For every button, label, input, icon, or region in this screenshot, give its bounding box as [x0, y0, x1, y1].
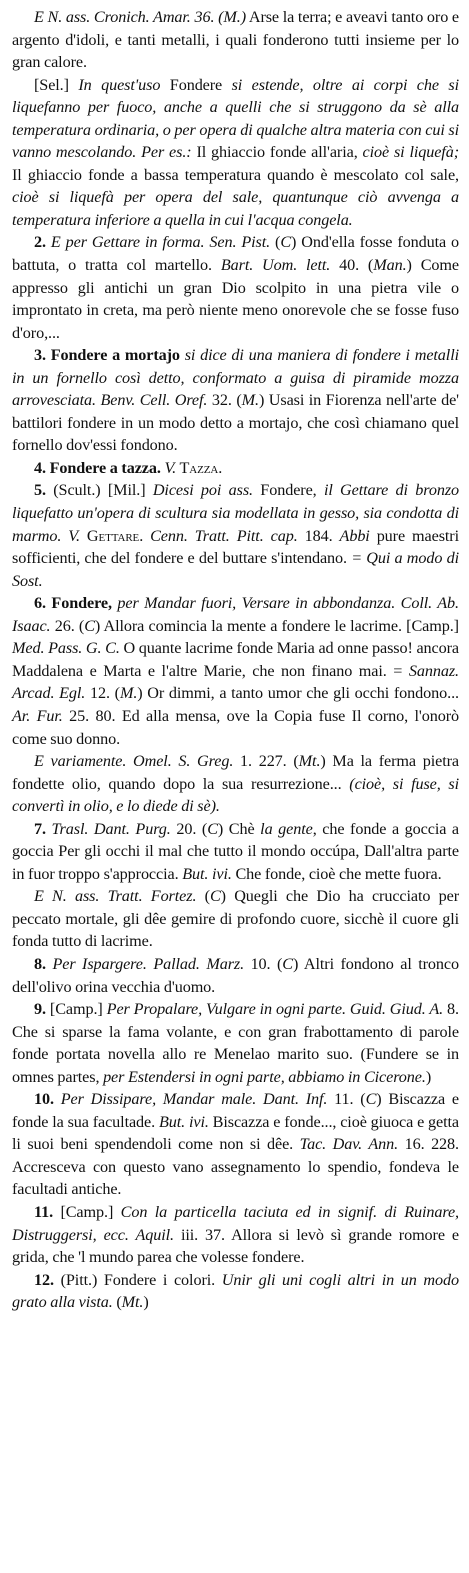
text-run: 4. Fondere a tazza. [34, 458, 165, 477]
text-run: ) [143, 1293, 149, 1312]
text-run: O quante lacrime fonde Maria ad onne passo! ancora Maddalena e Marta e l'altre Marie, che non finano mai. = [12, 639, 459, 680]
text-run: 12. ( [85, 684, 120, 703]
text-run: Fondere [160, 75, 232, 94]
text-run: Ar. Fur. [12, 706, 63, 725]
entry-paragraph [12, 1269, 459, 1314]
entry-paragraph [12, 998, 459, 1088]
text-run: Mt. [298, 752, 321, 771]
text-run: 8. Che si sparse la fama volante, e con gran frabottamento di parole fonde portata novella allo re Menelao marito suo. (Fundere se in omnes partes, [12, 1000, 459, 1086]
text-run: Il ghiaccio fonde a bassa temperatura quando è mescolato col sale, [12, 165, 459, 184]
text-run: [Sel.] [34, 75, 79, 94]
text-run: (Scult.) [Mil.] [53, 481, 153, 500]
text-run: ) Or dimmi, a tanto umor che gli occhi fondono... [137, 684, 459, 703]
text-run: 11. ( [327, 1090, 366, 1109]
entry-paragraph [12, 1088, 459, 1201]
text-run: Unir gli uni cogli altri in un modo grato alla vista. [12, 1270, 459, 1312]
text-run: 10. [34, 1090, 61, 1109]
text-run: per Estendersi in ogni parte, abbiamo in Cicerone. [103, 1067, 426, 1086]
text-run: [Camp.] [60, 1202, 121, 1221]
text-run: C [365, 1090, 377, 1109]
text-run: 12. [34, 1270, 61, 1289]
text-run: E variamente. Omel. S. Greg. [34, 752, 234, 771]
text-run: 9. [34, 1000, 50, 1019]
text-run: il Gettare di bronzo liquefatto un'opera di scultura sia modellata in gesso, sia condotta di marmo. V. [12, 481, 460, 545]
text-run: C [282, 954, 293, 973]
text-run: ( [112, 1293, 122, 1312]
text-run: per Mandar fuori, Versare in abbondanza. Coll. Ab. Isaac. [12, 594, 459, 635]
text-run: = Qui a modo di Sost. [12, 549, 459, 590]
text-run: Man. [373, 256, 407, 275]
text-run: 1. 227. ( [233, 752, 299, 771]
text-run: Biscazza e fonde..., cioè giuoca e getta li suoi beni spendendoli come non si dêe. [12, 1112, 459, 1154]
text-run: (Pitt.) Fondere i colori. [60, 1270, 222, 1289]
text-run: la gente [260, 819, 313, 838]
text-run: Per Ispargere. Pallad. Marz. [52, 954, 245, 973]
text-run: ) Quegli che Dio ha crucciato per peccato mortale, gli dêe gemire di profondo cuore, sicchè il cuore gli fonda tutto di lacrime. [12, 887, 459, 951]
text-run: Mt. [121, 1293, 144, 1312]
entry-paragraph [12, 74, 459, 232]
text-run: ) Altri fondono al tronco dell'olivo orina vecchia d'uomo. [12, 954, 459, 996]
entry-paragraph [12, 953, 459, 998]
text-run: ) Ond'ella fosse fonduta o battuta, o tratta col martello. [12, 233, 460, 275]
text-run: In quest'uso [78, 75, 161, 94]
entry-paragraph [12, 1201, 459, 1269]
text-run: ( [196, 887, 210, 906]
text-run: ) Come appresso gli antichi un gran Dio scolpito in una pietra vile o improntato in creta, ma però niente meno onorevole che se fosse fuso d'oro,... [12, 256, 459, 342]
text-run: si estende, oltre ai corpi che si liquefanno per fuoco, anche a quelli che si struggono da sè alla temperatura ordinaria, o per opera di qualche altra materia con cui si vanno mescolando. Per es.: [12, 75, 460, 162]
text-run: (cioè, si fuse, si convertì in olio, e lo diede di sè). [12, 774, 459, 816]
text-run: V. [164, 458, 177, 477]
entry-paragraph [12, 479, 459, 592]
text-run: 32. ( [207, 391, 242, 410]
entry-paragraph [12, 457, 459, 480]
text-run: Trasl. Dant. Purg. [51, 819, 171, 838]
text-run: Arse la terra; e aveavi tanto oro e argento d'idoli, e tanti metalli, i quali fonderono tutti insieme per lo gran calore. [12, 8, 459, 72]
text-run: Gettare [79, 526, 140, 545]
text-run: Il ghiaccio fonde all'aria, [191, 143, 363, 162]
text-run: . [139, 526, 151, 545]
entry-paragraph [12, 6, 459, 74]
text-run: 5. [34, 481, 54, 500]
text-run: [Camp.] [49, 1000, 107, 1019]
entry-paragraph [12, 818, 459, 886]
text-run: But. ivi. [158, 1112, 209, 1131]
text-run: Med. Pass. G. C. [12, 639, 120, 658]
text-run: pure maestri sofficienti, che del fondere e del buttare s'intendano. [12, 526, 459, 568]
text-run: M. [119, 684, 138, 703]
text-run: iii. 37. Allora si levò sì grande romore e grida, che 'l mundo parea che volesse fondere. [12, 1225, 459, 1267]
text-run: ) Biscazza e fonde la sua facultade. [12, 1090, 459, 1131]
text-run: Tazza. [176, 458, 223, 477]
text-run: ( [270, 233, 281, 252]
text-run: Con la particella taciuta ed in signif. di Ruinare, Distruggersi, ecc. Aquil. [12, 1202, 459, 1244]
text-run: 3. Fondere a mortajo [34, 346, 185, 365]
text-run: Sannaz. Arcad. Egl. [12, 661, 459, 703]
text-run: ) [425, 1067, 432, 1086]
text-run: Che fonde, cioè che mette fuora. [231, 864, 442, 883]
entry-paragraph [12, 885, 459, 953]
text-run: 2. [34, 233, 51, 252]
text-run: 20. ( [170, 819, 208, 838]
text-run: E N. ass. Tratt. Fortez. [34, 887, 197, 906]
text-run: 26. ( [50, 616, 85, 635]
text-run: ) Ma la ferma pietra fondette olio, quando dopo la sua resurrezione... [12, 752, 459, 793]
text-run: C [280, 233, 292, 252]
text-run: 184. [297, 526, 340, 545]
text-run: Bart. Uom. lett. [220, 256, 331, 275]
text-run: 6. Fondere, [34, 594, 118, 613]
text-run: ) Allora comincia la mente a fondere le lacrime. [Camp.] [94, 616, 459, 635]
text-run: Per Dissipare, Mandar male. Dant. Inf. [60, 1090, 328, 1109]
text-run: 16. 228. Accresceva con questo vano assegnamento lo spendio, fondeva le facultadi antiche. [12, 1135, 459, 1199]
text-run: 25. 80. Ed alla mensa, ove la Copia fuse Il corno, l'onorò come suo donno. [12, 706, 459, 748]
entry-paragraph [12, 750, 459, 818]
text-run: 7. [34, 819, 52, 838]
text-run: Dicesi poi ass. [152, 481, 253, 500]
text-run: ) Usasi in Fiorenza nell'arte de' battilori fondere in un modo detto a mortajo, che così chiamano quel fornello dov'essi fondono. [12, 391, 459, 455]
text-run: cioè si liquefà; [362, 143, 459, 162]
text-run: C [207, 819, 218, 838]
text-run: E per Gettare in forma. Sen. Pist. [50, 233, 271, 252]
text-run: C [84, 616, 95, 635]
text-run: M. [241, 391, 259, 410]
text-run: Tac. Dav. Ann. [299, 1135, 399, 1154]
text-run: 8. [34, 954, 53, 973]
text-run: 40. ( [330, 256, 374, 275]
text-run: Per Propalare, Vulgare in ogni parte. Guid. Giud. A. [106, 1000, 444, 1019]
text-run: E N. ass. Cronich. Amar. 36. (M.) [34, 8, 247, 26]
text-run: C [209, 887, 221, 906]
text-run: Abbi [339, 526, 370, 545]
entry-paragraph [12, 344, 459, 457]
text-run: But. ivi. [182, 864, 232, 883]
text-run: , che fonde a goccia a goccia Per gli occhi il mal che tutto il mondo occúpa, Dall'altra parte in fuor troppo s'approccia. [12, 819, 459, 883]
text-run: Fondere, [252, 481, 324, 500]
text-run: Cenn. Tratt. Pitt. cap. [150, 526, 298, 545]
text-run: 10. ( [244, 954, 283, 973]
text-run: 11. [34, 1202, 61, 1221]
entry-paragraph [12, 592, 459, 750]
text-run: si dice di una maniera di fondere i metalli in un fornello così detto, conformato a guisa di piramide mozza arrovesciata. Benv. Cell. Oref. [12, 346, 459, 410]
entry-paragraph [12, 231, 459, 344]
text-run: cioè si liquefà per opera del sale, quantunque ciò avvenga a temperatura inferiore a quella in cui l'acqua congela. [12, 188, 459, 229]
text-run: ) Chè [217, 819, 261, 838]
